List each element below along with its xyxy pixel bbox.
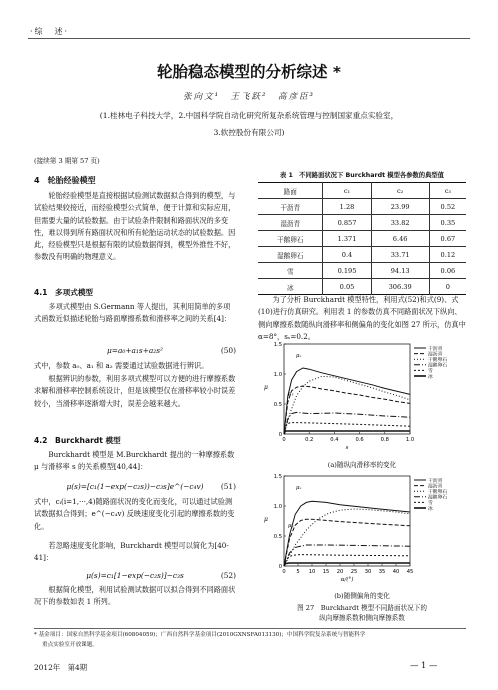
section-4-1-body — [34, 301, 236, 326]
series-line — [284, 386, 410, 434]
table-cell: 0.05 — [323, 279, 371, 295]
legend-label: 湿沥青 — [428, 352, 443, 358]
table-row — [258, 247, 466, 263]
legend-label: 雪 — [428, 369, 433, 375]
continued-note: (接续第 3 期第 57 页) — [34, 157, 100, 165]
figure-27-caption-line-1: 图 27 Burckhardt 模型不同路面状况下的 — [297, 604, 427, 612]
table-row — [258, 231, 466, 247]
figure-27b-caption: (b)随侧偏角的变化 — [334, 592, 390, 600]
curve-label: μₓ — [296, 353, 302, 360]
affiliation-line-1: (1.桂林电子科技大学，2.中国科学院自动化研究所复杂系统管理与控制国家重点实验室， — [99, 111, 399, 120]
legend-label: 冰 — [428, 374, 433, 380]
table-cell: 94.13 — [371, 263, 429, 279]
table-cell: 6.46 — [371, 231, 429, 247]
affiliation-line-2: 3.软控股份有限公司) — [213, 128, 285, 137]
y-tick-label: 1.0 — [273, 372, 282, 378]
y-tick-label: 0.5 — [273, 534, 282, 540]
x-tick-label: 0.8 — [380, 437, 389, 443]
footnote-line-2: 重点实验室开放课题。 — [42, 641, 98, 648]
series-line — [284, 368, 410, 434]
series-line — [284, 555, 410, 566]
table-header-cell: c₂ — [371, 183, 429, 199]
legend-label: 湿沥青 — [428, 484, 443, 490]
y-axis-label: μ — [264, 384, 268, 391]
x-tick-label: 25 — [350, 569, 358, 575]
x-axis-label: s — [345, 445, 349, 451]
table-cell: 33.82 — [371, 215, 429, 231]
y-axis-label: μ — [264, 516, 268, 523]
x-tick-label: 20 — [336, 569, 344, 575]
figure-27a-chart — [258, 338, 466, 456]
section-4-1-paragraph: 多项式模型由 S.Germann 等人提出，其利用简单的多项式函数近似描述轮胎与路面摩擦系数和滑移率之间的关系[4]： — [34, 302, 232, 324]
table-row — [258, 215, 466, 231]
table-cell: 0.195 — [323, 263, 371, 279]
curve-label: μᵧ — [288, 523, 294, 529]
section-label: ·综 述· — [30, 27, 70, 36]
table-cell: 0.857 — [323, 215, 371, 231]
equation-50-text: μ=a₀+a₁s+a₂s² — [106, 346, 164, 355]
footnote-rule — [34, 628, 466, 629]
footer-page-number: — 1 — — [410, 660, 438, 670]
table-header-cell: c₃ — [429, 183, 466, 199]
legend-label: 干鹅卵石 — [428, 358, 448, 363]
footnote-line-1: * 基金项目：国家自然科学基金项目(60804059)；广西自然科学基金项目(2010GXNSFA013130)；中国科学院复杂系统与智能科学 — [34, 632, 366, 638]
section-4-heading: 4 轮胎经验模型 — [34, 176, 96, 185]
table-cell: 0.67 — [429, 231, 466, 247]
table-cell: 0.12 — [429, 247, 466, 263]
table-cell: 1.28 — [323, 199, 371, 215]
x-tick-label: 45 — [406, 569, 414, 575]
plot-frame — [284, 476, 410, 566]
section-4-2-body — [34, 449, 236, 474]
table-cell: 湿沥青 — [280, 219, 301, 228]
legend-label: 干沥青 — [428, 346, 443, 352]
paper-authors: 张向文¹ 王飞跃² 高彦臣³ — [183, 92, 315, 102]
table-cell: 33.71 — [371, 247, 429, 263]
table-cell: 23.99 — [371, 199, 429, 215]
equation-51-note: 式中，cᵢ(i=1,···,4)随路面状况的变化而变化，可以通过试验测试数据拟合得到；e^(−c₄v) 反映速度变化引起的摩擦系数的变化。 — [34, 497, 235, 531]
section-4-body — [34, 190, 236, 264]
legend-label: 干沥青 — [428, 478, 443, 484]
y-tick-label: 0 — [278, 432, 282, 438]
curve-label: μₓ — [296, 485, 302, 492]
legend-label: 湿鹅卵石 — [428, 363, 448, 369]
equation-51-text: μ(s)=[c₁(1−exp(−c₂s))−c₃s]e^(−c₄v) — [66, 482, 204, 491]
x-tick-label: 35 — [378, 569, 386, 575]
curve-label: μᵧ — [288, 391, 294, 397]
table-row — [258, 279, 466, 295]
legend-label: 干鹅卵石 — [428, 490, 448, 495]
y-tick-label: 1.0 — [273, 504, 282, 510]
equation-51 — [34, 482, 236, 491]
table-cell: 0.52 — [429, 199, 466, 215]
table-cell: 雪 — [286, 267, 294, 276]
equation-50-number: (50) — [220, 346, 236, 355]
x-tick-label: 40 — [392, 569, 400, 575]
equation-51-number: (51) — [220, 482, 236, 491]
footer-issue: 2012年 第4期 — [34, 663, 88, 672]
legend-label: 冰 — [428, 506, 433, 512]
x-tick-label: 30 — [364, 569, 372, 575]
right-column-paragraph: 为了分析 Burckhardt 模型特性，利用式(52)和式(9)、式(10)进行仿真研究。利用表 1 的参数仿真不同路面状况下纵向、侧向摩擦系数随纵向滑移率和侧偏角的变化如图 27 所示，仿真中 α=8°，sₛ=0.2。 — [258, 295, 466, 341]
section-4-2-body-3 — [34, 584, 236, 609]
table-cell: 0 — [429, 279, 466, 295]
equation-50-note: 式中，参数 a₀、a₁ 和 a₂ 需要通过试验数据进行辨识。 — [34, 361, 209, 370]
x-tick-label: 0 — [282, 569, 286, 575]
equation-50 — [34, 346, 236, 355]
table-1 — [258, 182, 466, 295]
table-cell: 1.371 — [323, 231, 371, 247]
table-header-row — [258, 183, 466, 199]
section-4-2-paragraph-3: 根据简化模型，利用试验测试数据可以拟合得到不同路面状况下的参数如表 1 所列。 — [34, 585, 236, 607]
x-axis-label: α/(°) — [340, 577, 354, 583]
x-tick-label: 0 — [282, 437, 286, 443]
table-cell: 0.06 — [429, 263, 466, 279]
series-line — [284, 501, 410, 566]
section-4-paragraph: 轮胎经验模型是直接根据试验测试数据拟合得到的模型，与试验结果较接近，而经验模型公式简单，便于计算和实际应用，但需要大量的试验数据。由于试验条件限制和路面状况的多变性，难以得到所有路面状况和所有轮胎运动状态的试验数据。因此，经验模型只是根据有限的试验数据得到，模型外推性不好，参数没有明确的物理意义。 — [34, 191, 236, 262]
section-4-1-paragraph-2: 根据辨识的参数，利用多项式模型可以方便的进行摩擦系数求解和滑移率控制系统设计，但是该模型仅在滑移率较小时误差较小，当滑移率逐渐增大时，误差会越来越大。 — [34, 374, 236, 408]
table-row — [258, 263, 466, 279]
legend-label: 雪 — [428, 501, 433, 507]
y-tick-label: 1.5 — [273, 474, 282, 480]
table-cell: 0.4 — [323, 247, 371, 263]
figure-27-caption-line-2: 纵向摩擦系数和侧向摩擦系数 — [319, 614, 405, 622]
series-line — [284, 519, 410, 566]
y-tick-label: 0.5 — [273, 402, 282, 408]
series-line — [284, 423, 410, 434]
x-tick-label: 15 — [322, 569, 330, 575]
table-header-cell: 路面 — [283, 187, 297, 196]
x-tick-label: 1.0 — [405, 437, 415, 443]
equation-52-text: μ(s)=c₁[1−exp(−c₂s)]−c₃s — [86, 571, 184, 580]
table-cell: 冰 — [286, 283, 294, 292]
legend-label: 湿鹅卵石 — [428, 495, 448, 501]
section-4-1-body-2 — [34, 373, 236, 410]
plot-frame — [284, 344, 410, 434]
x-tick-label: 0.2 — [305, 437, 314, 443]
table-cell: 0.35 — [429, 215, 466, 231]
table-1-caption: 表 1 不同路面状况下 Burckhardt 模型各参数的典型值 — [280, 172, 444, 179]
section-4-2-paragraph: Burckhardt 模型是 M.Burckhardt 提出的一种摩擦系数 μ 与滑移率 s 的关系模型[40,44]： — [34, 450, 235, 472]
paper-title: 轮胎稳态模型的分析综述 * — [156, 63, 341, 81]
header-rule — [28, 38, 470, 39]
x-tick-label: 5 — [296, 569, 300, 575]
section-4-1-heading: 4.1 多项式模型 — [34, 288, 94, 297]
equation-52-number: (52) — [220, 571, 236, 580]
section-4-2-heading: 4.2 Burckhardt 模型 — [34, 436, 121, 445]
table-cell: 干鹅卵石 — [277, 235, 304, 244]
figure-27b-chart — [258, 470, 466, 588]
section-4-2-body-2 — [34, 540, 236, 565]
section-4-2-paragraph-2: 若忽略速度变化影响，Burckhardt 模型可以简化为[40-41]： — [34, 541, 229, 563]
equation-52 — [34, 571, 236, 580]
x-tick-label: 0.6 — [355, 437, 364, 443]
series-line — [284, 376, 410, 434]
series-line — [284, 431, 410, 434]
table-header-cell: c₁ — [323, 183, 371, 199]
right-column-body — [258, 294, 466, 343]
figure-27-caption — [258, 603, 466, 623]
series-line — [284, 563, 410, 566]
series-line — [284, 509, 410, 566]
figure-27a-caption: (a)随纵向滑移率的变化 — [327, 461, 397, 469]
table-cell: 306.39 — [371, 279, 429, 295]
x-tick-label: 10 — [308, 569, 316, 575]
y-tick-label: 0 — [278, 564, 282, 570]
table-row — [258, 199, 466, 215]
table-cell: 干沥青 — [280, 203, 301, 212]
y-tick-label: 1.5 — [273, 342, 282, 348]
table-cell: 湿鹅卵石 — [277, 251, 304, 260]
x-tick-label: 0.4 — [330, 437, 339, 443]
footnote — [34, 631, 474, 650]
